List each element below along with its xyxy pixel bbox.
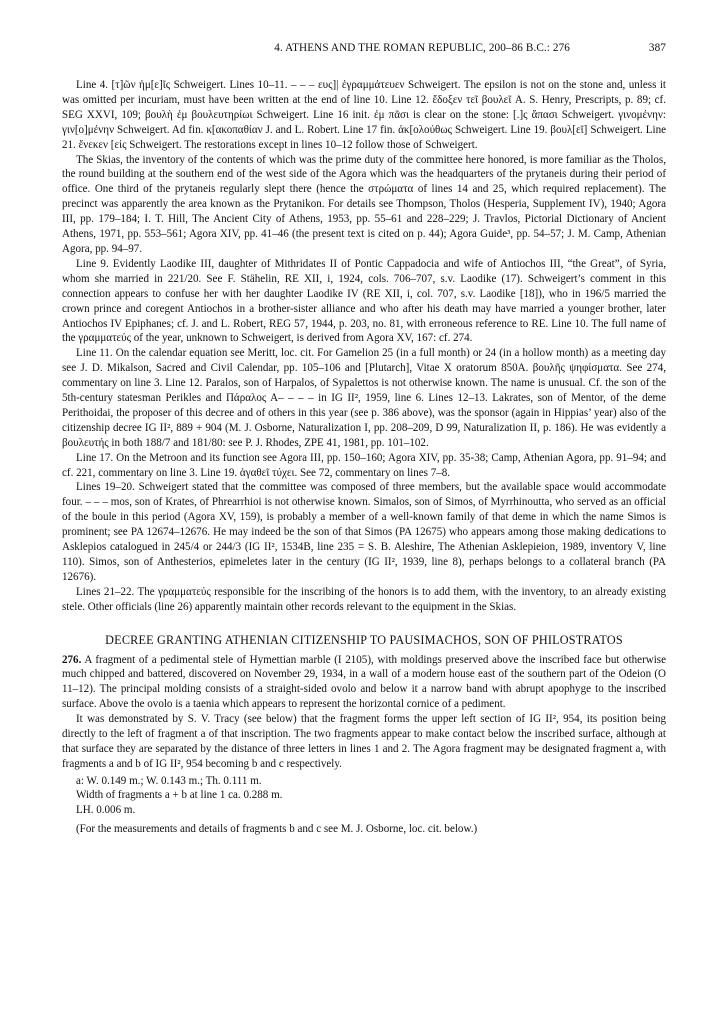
measurement-line: LH. 0.006 m. [76, 803, 136, 816]
commentary-paragraph: Line 11. On the calendar equation see Meritt, loc. cit. For Gamelion 25 (in a full month) or 24 (in a hollow month) as a meeting day see J. D. Mikalson, Sacred and Civil Calendar, pp. 105–106 and [Plutarch], Vitae X oratorum 850A. βουλῆς ψηφίσματα. See 274, commentary on line 3. Line 12. Paralos, son of Harpalos, of Sypalettos is not otherwise known. The name is unusual. Cf. the son of the 5th-century statesman Perikles and Πάραλος Α– – – – in IG II², 1959, line 6. Lines 12–13. Lakrates, son of Mentor, of the deme Perithoidai, the proposer of this decree and of others in this year (see p. 386 above), was the sponsor (again in Hippias’ year) also of the citizenship decree IG II², 889 + 904 (M. J. Osborne, Naturalization I, pp. 208–209, D 99, Naturalization II, p. 186). He was evidently a βουλευτής in both 188/7 and 181/80: see P. J. Rhodes, ZPE 41, 1981, pp. 101–102. [62, 347, 666, 449]
commentary-section [62, 78, 666, 836]
measurement-note: (For the measurements and details of fragments b and c see M. J. Osborne, loc. cit. below.) [76, 822, 478, 835]
section-heading: DECREE GRANTING ATHENIAN CITIZENSHIP TO PAUSIMACHOS, SON OF PHILOSTRATOS [105, 632, 623, 647]
measurement-line: a: W. 0.149 m.; W. 0.143 m.; Th. 0.111 m. [76, 774, 262, 787]
running-head-title: 4. ATHENS AND THE ROMAN REPUBLIC, 200–86 B.C.: 276 [274, 42, 570, 54]
commentary-paragraph: Lines 19–20. Schweigert stated that the committee was composed of three members, but the available space would accommodate four. – – – mos, son of Krates, of Phrearrhioi is not otherwise known. Simalos, son of Simos, of Myrrhinoutta, who served as an official of the boule in this period (Agora XV, 159), is probably a member of a well-known family of that deme in which the name Simos is prominent; see PA 12674–12676. He may indeed be the son of that Simos (PA 12675) who appears among those making dedications to Asklepios catalogued in 245/4 or 244/3 (IG II², 1534B, line 235 = S. B. Aleshire, The Athenian Asklepieion, 1989, inventory V, line 110). Simos, son of Anthesterios, epimeletes later in the century (IG II², 1939, line 8), perhaps belongs to a collateral branch (PA 12676). [62, 481, 666, 583]
entry-description-text: A fragment of a pedimental stele of Hymettian marble (I 2105), with moldings preserved above the inscribed face but otherwise much chipped and battered, discovered on November 29, 1934, in a wall of a modern house east of the southern part of the Odeion (O 11–12). The principal molding consists of a straight-sided ovolo and below it a narrow band with abrupt apophyge to the inscribed surface. Above the ovolo is a taenia which appears to represent the horizontal cornice of a pediment. [62, 653, 666, 711]
entry-description [62, 653, 666, 713]
commentary-paragraph: Line 4. [τ]ῶν ἡμ[ε]ῖς Schweigert. Lines 10–11. – – – ευς]| ἐγραμμάτευεν Schweigert. The epsilon is not on the stone and, unless it was omitted per incuriam, must have been written at the end of line 10. Line 12. ἔδοξεν τεῖ βουλεῖ A. S. Henry, Prescripts, p. 89; cf. SEG XXVI, 109; βουλὴ ἐμ βουλευτηρίωι Schweigert. Line 16 init. ἐμ πᾶσι is clear on the stone: [.]ς ἅπασι Schweigert. γινομένην: γιν[ο]μένην Schweigert. Ad fin. κ[ακοπαθίαν J. and L. Robert. Line 17 fin. ἀκ[ολούθως Schweigert. Line 19. βουλ[εῖ] Schweigert. Line 21. ἕνεκεν [εἰς Schweigert. The restorations except in lines 10–12 follow those of Schweigert. [62, 79, 666, 151]
running-head [62, 38, 666, 58]
page [62, 38, 666, 836]
page-number: 387 [648, 42, 666, 54]
commentary-paragraph: Lines 21–22. The γραμματεύς responsible for the inscribing of the honors is to add them, with the inventory, to an already existing stele. Other officials (line 26) apparently maintain other records relevant to the equipment in the Skias. [62, 585, 666, 613]
entry-number: 276. [62, 653, 82, 666]
measurements [62, 774, 666, 818]
commentary-paragraph: Line 17. On the Metroon and its function see Agora III, pp. 150–160; Agora XIV, pp. 35-38; Camp, Athenian Agora, pp. 91–94; and cf. 221, commentary on line 3. Line 19. ἀγαθεῖ τύχει. See 72, commentary on lines 7–8. [62, 451, 666, 479]
measurement-line: Width of fragments a + b at line 1 ca. 0.288 m. [76, 789, 283, 802]
demonstration-paragraph: It was demonstrated by S. V. Tracy (see below) that the fragment forms the upper left section of IG II², 954, its position being directly to the left of fragment a of that inscription. The two fragments appear to make contact below the inscribed surface, although at that surface they are separated by the distance of three letters in lines 1 and 2. The Agora fragment may be designated fragment a, with fragments a and b of IG II², 954 becoming b and c respectively. [62, 713, 666, 770]
commentary-paragraph: Line 9. Evidently Laodike III, daughter of Mithridates II of Pontic Cappadocia and wife of Antiochos III, “the Great”, of Syria, whom she married in 221/20. See F. Stähelin, RE XII, i, 1924, cols. 706–707, s.v. Laodike (17). Schweigert’s comment in this connection appears to confuse her with her daughter Laodike IV (RE XII, i, col. 707, s.v. Laodike [18]), who in 196/5 married the crown prince and coregent Antiochos in a brother-sister alliance and who after his death may have married a younger brother, later Antiochos IV Epiphanes; cf. J. and L. Robert, REG 57, 1944, p. 203, no. 81, with erroneous reference to RE. Line 10. The full name of the γραμματεύς of the year, unknown to Schweigert, is derived from Agora XV, 167: cf. 274. [62, 257, 666, 345]
commentary-paragraph: The Skias, the inventory of the contents of which was the prime duty of the committee here honored, is more familiar as the Tholos, the round building at the southern end of the west side of the Agora which was the headquarters of the prytaneis during their period of office. One third of the prytaneis regularly slept there (hence the στρώματα of lines 14 and 25, which required replacement). The precinct was apparently the area known as the Prytanikon. For details see Thompson, Tholos (Hesperia, Supplement IV), 1940; Agora III, pp. 179–184; I. T. Hill, The Ancient City of Athens, 1953, pp. 55–61 and 228–229; J. Travlos, Pictorial Dictionary of Ancient Athens, 1971, pp. 553–561; Agora XIV, pp. 41–46 (the present text is cited on p. 44); Agora Guide³, pp. 54–57; J. M. Camp, Athenian Agora, pp. 94–97. [62, 153, 666, 255]
